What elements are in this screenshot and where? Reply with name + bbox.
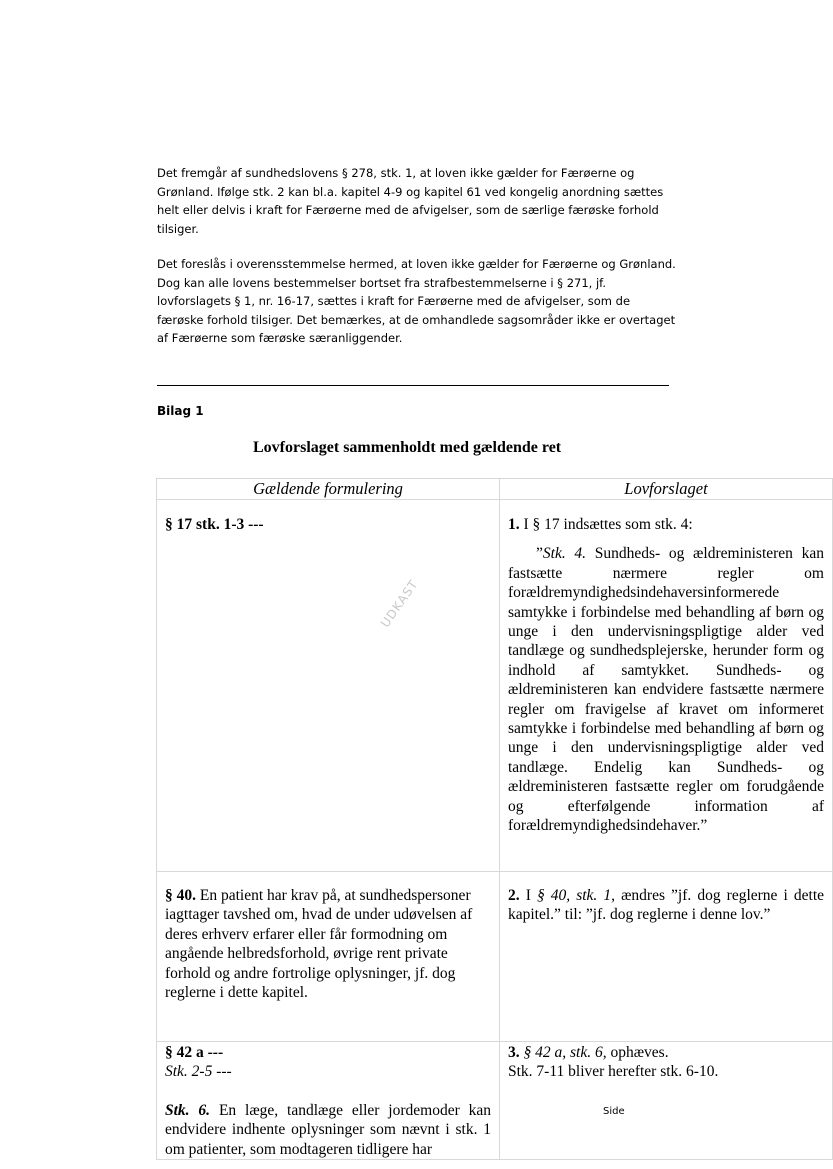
current-section-text: En patient har krav på, at sundhedspersoner iagttager tavshed om, hvad de under udøvelsen af deres erhverv erfarer eller får formodning om angående helbredsforhold, øvrige rent private forhold og andre fortrolige oplysninger, jf. dog reglerne i dette kapitel. bbox=[165, 887, 473, 1002]
table-row bbox=[157, 872, 833, 1042]
annex-label: Bilag 1 bbox=[157, 404, 204, 418]
cell-current bbox=[157, 500, 500, 872]
annex-title: Lovforslaget sammenholdt med gældende ret bbox=[253, 439, 562, 456]
current-section-text: En læge, tandlæge eller jordemoder kan endvidere indhente oplysninger som nævnt i stk. 1 om patienter, som modtageren tidligere har bbox=[165, 1101, 491, 1158]
amendment-ref: § 42 a, stk. 6, bbox=[519, 1044, 607, 1061]
amendment-number: 3. bbox=[508, 1044, 520, 1061]
current-section-ref: § 40. bbox=[165, 887, 196, 904]
draft-watermark: UDKAST bbox=[378, 577, 421, 631]
intro-paragraph-1: Det fremgår af sundhedslovens § 278, stk. 1, at loven ikke gælder for Færøerne og Grønland. Ifølge stk. 2 kan bl.a. kapitel 4-9 og kapitel 61 ved kongelig anordning sættes helt eller delvis i kraft for Færøerne med de afvigelser, som de særlige færøske forhold tilsiger. bbox=[157, 166, 664, 236]
amendment-text bbox=[508, 544, 824, 835]
comparison-table bbox=[156, 478, 833, 1160]
cell-current bbox=[157, 1042, 500, 1160]
intro-paragraph-2: Det foreslås i overensstemmelse hermed, at loven ikke gælder for Færøerne og Grønland. Dog kan alle lovens bestemmelser bortset fra strafbestemmelserne i § 271, jf. lovforslagets § 1, nr. 16-17, sættes i kraft for Færøerne med de afvigelser, som de færøske forhold tilsiger. Det bemærkes, at de omhandlede sagsområder ikke er overtaget af Færøerne som færøske særanliggender. bbox=[157, 257, 676, 345]
amendment-intro bbox=[508, 515, 824, 534]
amendment-body: Sundheds- og ældreministeren kan fastsætte nærmere regler om forældremyndighedsindehaversinformerede samtykke i forbindelse med behandling af børn og unge i den undervisningspligtige alder ved tandlæge og sundhedsplejerske, herunder form og indhold af samtykket. Sundheds- og ældreministeren kan endvidere fastsætte nærmere regler om fravigelse af kravet om informeret samtykke i forbindelse med behandling af børn og unge i den undervisningspligtige alder ved tandlæge. Endelig kan Sundheds- og ældreministeren fastsætte regler om forudgående og efterfølgende information af forældremyndighedsindehaver.” bbox=[508, 545, 824, 835]
amendment-number: 1. bbox=[508, 516, 520, 533]
stk-ref: Stk. 4. bbox=[542, 545, 587, 563]
current-stk6-ref: Stk. 6. bbox=[165, 1101, 211, 1119]
quote-open: ” bbox=[536, 545, 543, 563]
amendment-intro-text: I § 17 indsættes som stk. 4: bbox=[519, 516, 693, 533]
header-bill: Lovforslaget bbox=[500, 479, 833, 500]
current-stk-suffix: --- bbox=[212, 1063, 232, 1081]
current-section-ref: § 17 stk. 1-3 --- bbox=[165, 516, 264, 533]
amendment-text-pre: I bbox=[519, 887, 537, 904]
cell-proposal bbox=[500, 872, 833, 1042]
cell-current bbox=[157, 872, 500, 1042]
header-current-wording: Gældende formulering bbox=[157, 479, 500, 500]
table-header-row bbox=[157, 479, 833, 500]
amendment-text-post: ændres ”jf. dog reglerne i dette kapitel.” til: ”jf. dog reglerne i denne lov.” bbox=[508, 887, 824, 924]
section-divider bbox=[157, 385, 669, 386]
current-stk-ref: Stk. 2-5 bbox=[165, 1063, 213, 1081]
amendment-number: 2. bbox=[508, 887, 520, 904]
table-row bbox=[157, 500, 833, 872]
intro-section bbox=[157, 164, 677, 365]
amendment-line-2: Stk. 7-11 bliver herefter stk. 6-10. bbox=[508, 1063, 719, 1081]
cell-proposal bbox=[500, 1042, 833, 1160]
current-section-ref: § 42 a --- bbox=[165, 1044, 224, 1061]
amendment-text-post: ophæves. bbox=[606, 1044, 669, 1061]
amendment-ref: § 40, stk. 1, bbox=[536, 887, 615, 904]
table-row bbox=[157, 1042, 833, 1160]
page-footer-label: Side bbox=[603, 1106, 625, 1117]
cell-proposal bbox=[500, 500, 833, 872]
